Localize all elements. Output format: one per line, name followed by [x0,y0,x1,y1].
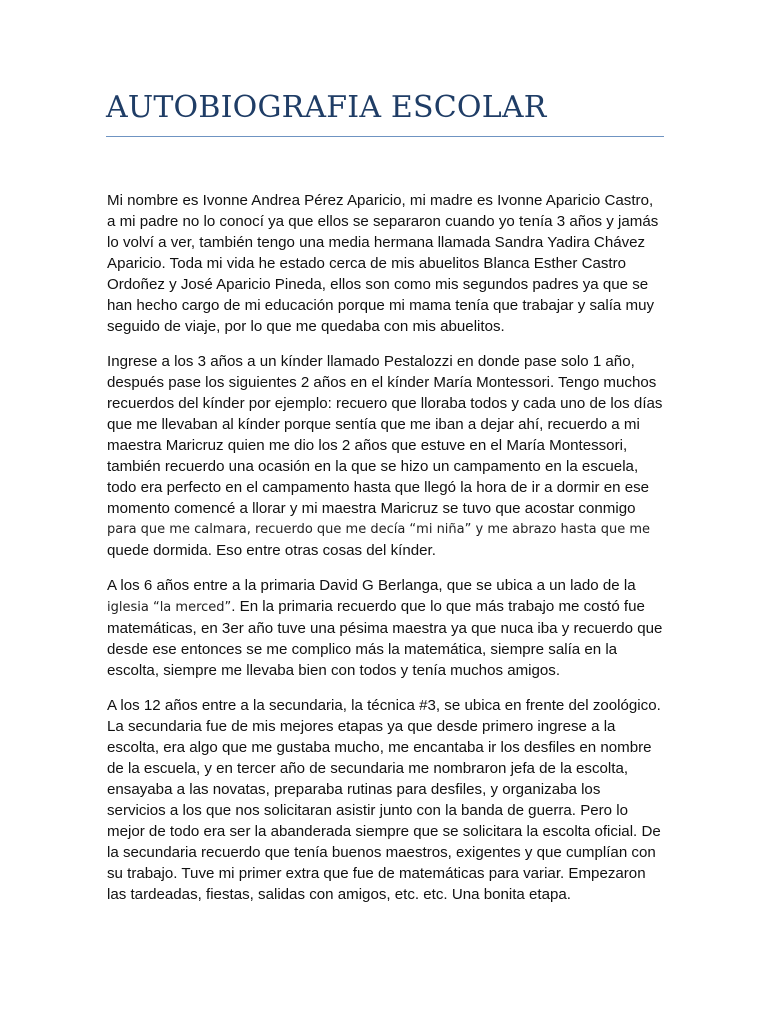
text-line: matemáticas, en 3er año tuve una pésima maestra ya que nuca iba y recuerdo que [107,620,663,637]
text-line: A los 12 años entre a la secundaria, la técnica #3, se ubica en frente del zoológico. [107,697,661,714]
text-line: A los 6 años entre a la primaria David G Berlanga, que se ubica a un lado de la [107,577,636,594]
text-line: Mi nombre es Ivonne Andrea Pérez Aparicio, mi madre es Ivonne Aparicio Castro, [107,192,654,209]
title-underline [106,136,664,137]
text-line: las tardeadas, fiestas, salidas con amigos, etc. etc. Una bonita etapa. [107,886,571,903]
text-fragment: iglesia “la merced” [107,600,232,615]
text-line: desde ese entonces se me complico más la matemática, siempre salía en la [107,641,618,658]
paragraph-secundaria [107,695,667,905]
text-line: a mi padre no lo conocí ya que ellos se separaron cuando yo tenía 3 años y jamás [107,213,659,230]
text-line: quede dormida. Eso entre otras cosas del kínder. [107,542,436,559]
text-line: la secundaria recuerdo que tenía buenos maestros, exigentes y que cumplían con [107,844,656,861]
text-line: de la escuela, y en tercer año de secundaria me nombraron jefa de la escolta, [107,760,629,777]
text-line: ensayaba a las novatas, preparaba rutinas para desfiles, y organizaba los [107,781,601,798]
paragraph-family [107,190,667,337]
text-line: Aparicio. Toda mi vida he estado cerca de mis abuelitos Blanca Esther Castro [107,255,627,272]
text-line: todo era perfecto en el campamento hasta que llegó la hora de ir a dormir en ese [107,479,650,496]
text-line: seguido de viaje, por lo que me quedaba con mis abuelitos. [107,318,505,335]
text-line: servicios a los que nos solicitaran asistir junto con la banda de guerra. Pero lo [107,802,629,819]
text-line: también recuerdo una ocasión en la que se hizo un campamento en la escuela, [107,458,639,475]
text-line: Ingrese a los 3 años a un kínder llamado Pestalozzi en donde pase solo 1 año, [107,353,635,370]
paragraph-primaria [107,575,667,681]
text-line: recuerdos del kínder por ejemplo: recuero que lloraba todos y cada uno de los días [107,395,663,412]
document-body [107,190,667,919]
text-line: Ordoñez y José Aparicio Pineda, ellos son como mis segundos padres ya que se [107,276,649,293]
text-line: lo volví a ver, también tengo una media hermana llamada Sandra Yadira Chávez [107,234,646,251]
text-line: después pase los siguientes 2 años en el kínder María Montessori. Tengo muchos [107,374,657,391]
text-line: escolta, era algo que me gustaba mucho, me encantaba ir los desfiles en nombre [107,739,652,756]
paragraph-kinder [107,351,667,561]
text-line: La secundaria fue de mis mejores etapas ya que desde primero ingrese a la [107,718,616,735]
text-line [107,596,667,618]
document-title: AUTOBIOGRAFIA ESCOLAR [106,90,547,125]
text-line: su trabajo. Tuve mi primer extra que fue de matemáticas para variar. Empezaron [107,865,646,882]
text-line: para que me calmara, recuerdo que me decía “mi niña” y me abrazo hasta que me [107,522,651,537]
text-line: momento comencé a llorar y mi maestra Maricruz se tuvo que acostar conmigo [107,500,636,517]
text-line: escolta, siempre me llevaba bien con todos y tenía muchos amigos. [107,662,561,679]
text-fragment: . En la primaria recuerdo que lo que más trabajo me costó fue [231,598,645,615]
text-line: mejor de todo era ser la abanderada siempre que se solicitara la escolta oficial. De [107,823,661,840]
text-line: maestra Maricruz quien me dio los 2 años que estuve en el María Montessori, [107,437,628,454]
text-line: que me llevaban al kínder porque sentía que me iban a dejar ahí, recuerdo a mi [107,416,640,433]
text-line: han hecho cargo de mi educación porque mi mama tenía que trabajar y salía muy [107,297,655,314]
